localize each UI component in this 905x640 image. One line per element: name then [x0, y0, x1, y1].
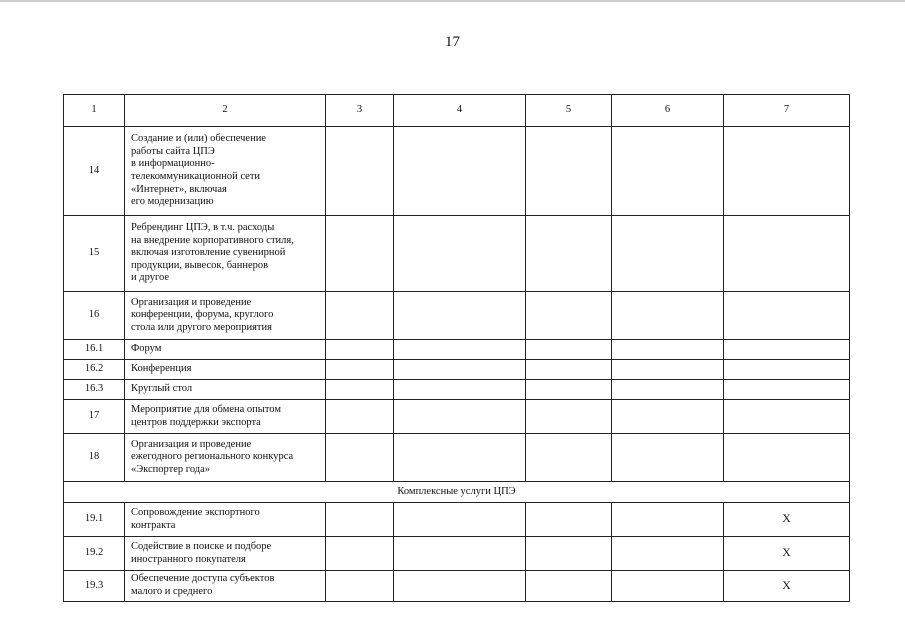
empty-cell-col-6 — [612, 360, 724, 380]
row-description — [125, 571, 326, 602]
description-line: конференции, форума, круглого — [131, 309, 274, 321]
empty-cell-col-5 — [526, 537, 612, 571]
description-line: Организация и проведение — [131, 438, 252, 450]
empty-cell-col-4 — [394, 400, 526, 434]
col-header: 1 — [64, 95, 125, 127]
description-line: «Интернет», включая — [131, 183, 227, 195]
empty-cell-col-6 — [612, 503, 724, 537]
row-description — [125, 340, 326, 360]
empty-cell-col-6 — [612, 292, 724, 340]
row-description — [125, 537, 326, 571]
empty-cell-col-3 — [326, 537, 394, 571]
empty-cell-col-5 — [526, 292, 612, 340]
description-line: на внедрение корпоративного стиля, — [131, 234, 294, 246]
row-number: 16.3 — [64, 380, 125, 400]
mark-cell — [724, 127, 850, 216]
empty-cell-col-4 — [394, 380, 526, 400]
row-number: 16.2 — [64, 360, 125, 380]
empty-cell-col-5 — [526, 400, 612, 434]
empty-cell-col-5 — [526, 380, 612, 400]
empty-cell-col-3 — [326, 434, 394, 482]
empty-cell-col-3 — [326, 571, 394, 602]
description-line: Круглый стол — [131, 383, 193, 395]
row-description — [125, 503, 326, 537]
row-number: 19.2 — [64, 537, 125, 571]
description-line: телекоммуникационной сети — [131, 171, 261, 182]
section-row — [64, 482, 850, 503]
empty-cell-col-4 — [394, 434, 526, 482]
empty-cell-col-6 — [612, 537, 724, 571]
col-header: 6 — [612, 95, 724, 127]
cost-table — [63, 94, 850, 602]
empty-cell-col-4 — [394, 216, 526, 292]
row-number: 17 — [64, 400, 125, 434]
description-line: включая изготовление сувенирной — [131, 247, 286, 259]
row-number: 19.1 — [64, 503, 125, 537]
empty-cell-col-3 — [326, 380, 394, 400]
row-description — [125, 292, 326, 340]
description-line: в информационно- — [131, 158, 215, 170]
mark-cell — [724, 400, 850, 434]
empty-cell-col-4 — [394, 571, 526, 602]
mark-cell — [724, 216, 850, 292]
description-line: Конференция — [131, 363, 192, 375]
table-row — [64, 340, 850, 360]
empty-cell-col-6 — [612, 400, 724, 434]
empty-cell-col-3 — [326, 127, 394, 216]
table-row — [64, 380, 850, 400]
description-line: «Экспортер года» — [131, 463, 211, 475]
col-header: 4 — [394, 95, 526, 127]
empty-cell-col-3 — [326, 292, 394, 340]
table-row — [64, 292, 850, 340]
mark-cell — [724, 360, 850, 380]
table-row — [64, 360, 850, 380]
row-description — [125, 360, 326, 380]
mark-cell — [724, 380, 850, 400]
table-row — [64, 571, 850, 602]
col-header: 7 — [724, 95, 850, 127]
header-row — [64, 95, 850, 127]
table-row — [64, 503, 850, 537]
description-line: Содействие в поиске и подборе — [131, 540, 272, 552]
empty-cell-col-5 — [526, 216, 612, 292]
empty-cell-col-3 — [326, 400, 394, 434]
table-row — [64, 216, 850, 292]
description-line: Мероприятие для обмена опытом — [131, 403, 281, 415]
description-line: Форум — [131, 343, 162, 355]
row-description — [125, 434, 326, 482]
row-number: 19.3 — [64, 571, 125, 602]
empty-cell-col-4 — [394, 127, 526, 216]
empty-cell-col-4 — [394, 360, 526, 380]
description-line: ежегодного регионального конкурса — [131, 451, 294, 463]
empty-cell-col-5 — [526, 127, 612, 216]
row-number: 15 — [64, 216, 125, 292]
description-line: малого и среднего — [131, 586, 213, 597]
table-body — [64, 127, 850, 602]
description-line: его модернизацию — [131, 196, 214, 208]
empty-cell-col-5 — [526, 503, 612, 537]
empty-cell-col-4 — [394, 340, 526, 360]
table-row — [64, 127, 850, 216]
empty-cell-col-4 — [394, 292, 526, 340]
description-line: продукции, вывесок, баннеров — [131, 259, 269, 271]
description-line: контракта — [131, 519, 176, 531]
row-description — [125, 380, 326, 400]
table-row — [64, 434, 850, 482]
description-line: иностранного покупателя — [131, 553, 246, 565]
row-number: 18 — [64, 434, 125, 482]
empty-cell-col-3 — [326, 503, 394, 537]
page-number: 17 — [445, 34, 460, 50]
description-line: Организация и проведение — [131, 296, 252, 308]
row-description — [125, 400, 326, 434]
description-line: и другое — [131, 272, 170, 284]
empty-cell-col-5 — [526, 571, 612, 602]
row-description — [125, 127, 326, 216]
empty-cell-col-3 — [326, 216, 394, 292]
row-number: 14 — [64, 127, 125, 216]
description-line: Обеспечение доступа субъектов — [131, 573, 275, 585]
col-header: 3 — [326, 95, 394, 127]
empty-cell-col-6 — [612, 127, 724, 216]
empty-cell-col-4 — [394, 503, 526, 537]
empty-cell-col-5 — [526, 340, 612, 360]
empty-cell-col-5 — [526, 434, 612, 482]
mark-cell — [724, 340, 850, 360]
description-line: центров поддержки экспорта — [131, 416, 261, 428]
description-line: Сопровождение экспортного — [131, 506, 260, 518]
col-header: 2 — [125, 95, 326, 127]
empty-cell-col-6 — [612, 340, 724, 360]
empty-cell-col-6 — [612, 380, 724, 400]
description-line: стола или другого мероприятия — [131, 321, 272, 333]
row-number: 16.1 — [64, 340, 125, 360]
empty-cell-col-6 — [612, 216, 724, 292]
description-line: Создание и (или) обеспечение — [131, 133, 266, 145]
empty-cell-col-6 — [612, 571, 724, 602]
section-title: Комплексные услуги ЦПЭ — [64, 482, 850, 503]
row-description — [125, 216, 326, 292]
description-line: Ребрендинг ЦПЭ, в т.ч. расходы — [131, 222, 275, 234]
mark-cell: Х — [724, 571, 850, 602]
mark-cell — [724, 434, 850, 482]
empty-cell-col-3 — [326, 340, 394, 360]
scan-top-edge — [0, 0, 905, 2]
mark-cell: Х — [724, 537, 850, 571]
empty-cell-col-5 — [526, 360, 612, 380]
table-row — [64, 537, 850, 571]
mark-cell: Х — [724, 503, 850, 537]
col-header: 5 — [526, 95, 612, 127]
table-row — [64, 400, 850, 434]
row-number: 16 — [64, 292, 125, 340]
description-line: работы сайта ЦПЭ — [131, 145, 215, 157]
mark-cell — [724, 292, 850, 340]
empty-cell-col-6 — [612, 434, 724, 482]
empty-cell-col-3 — [326, 360, 394, 380]
empty-cell-col-4 — [394, 537, 526, 571]
